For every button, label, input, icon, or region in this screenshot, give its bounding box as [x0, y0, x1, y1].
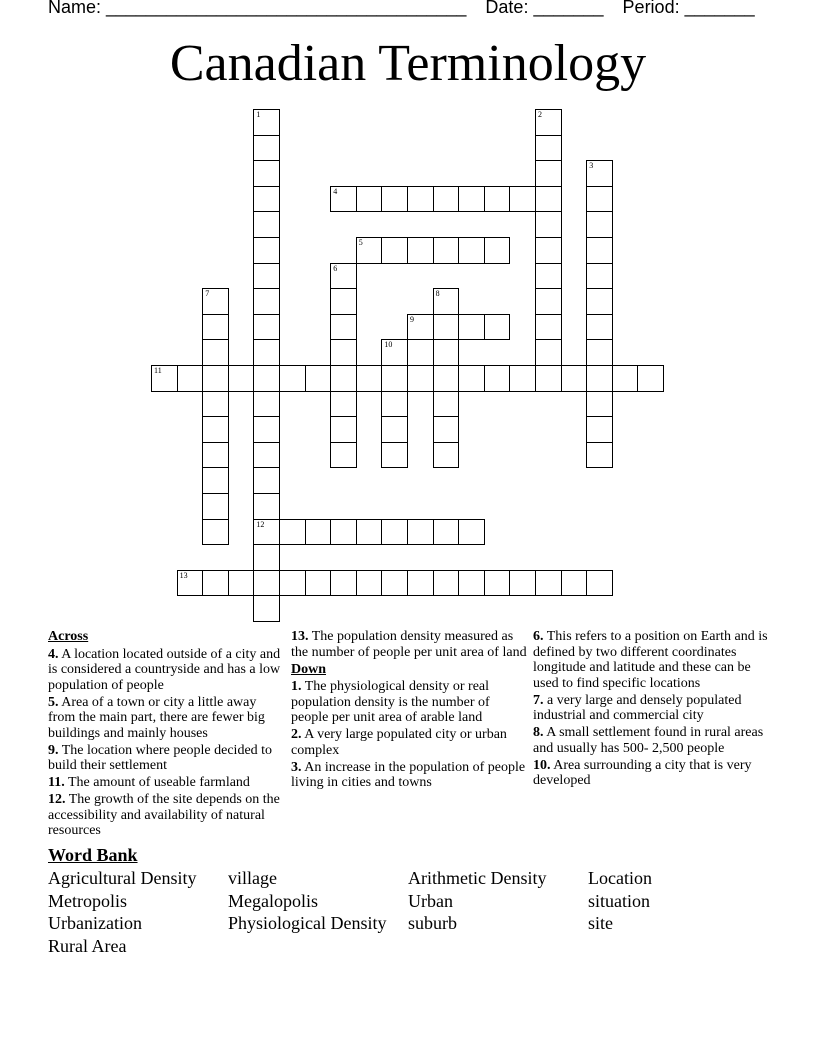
grid-cell[interactable] [356, 570, 383, 597]
word-bank-item: Metropolis [48, 890, 127, 911]
clue-across-9: 9. The location where people decided to build their settlement [48, 742, 273, 773]
grid-cell[interactable] [535, 109, 562, 136]
grid-cell[interactable] [228, 365, 255, 392]
grid-cell[interactable] [458, 237, 485, 264]
grid-cell[interactable] [253, 314, 280, 341]
grid-cell[interactable] [484, 314, 511, 341]
grid-cell[interactable] [279, 365, 306, 392]
word-bank-item: suburb [408, 913, 457, 934]
grid-cell[interactable] [253, 519, 280, 546]
grid-cell[interactable] [535, 339, 562, 366]
clue-down-8: 8. A small settlement found in rural areas and usually has 500- 2,500 people [533, 725, 764, 756]
grid-cell[interactable] [612, 365, 639, 392]
grid-cell[interactable] [253, 339, 280, 366]
grid-cell[interactable] [586, 237, 613, 264]
grid-cell[interactable] [330, 391, 357, 418]
grid-cell[interactable] [356, 237, 383, 264]
grid-cell[interactable] [407, 365, 434, 392]
grid-cell[interactable] [381, 365, 408, 392]
grid-cell[interactable] [509, 570, 536, 597]
grid-cell[interactable] [330, 263, 357, 290]
grid-cell[interactable] [535, 160, 562, 187]
clue-number: 13 [179, 570, 188, 580]
grid-cell[interactable] [484, 570, 511, 597]
grid-cell[interactable] [253, 493, 280, 520]
grid-cell[interactable] [330, 416, 357, 443]
word-bank [48, 867, 768, 957]
grid-cell[interactable] [535, 135, 562, 162]
clue-number: 6 [333, 263, 338, 273]
clue-number: 8 [435, 289, 440, 299]
grid-cell[interactable] [253, 288, 280, 315]
clue-across-5: 5. Area of a town or city a little away from the main part, there are fewer big buildings and mainly houses [48, 694, 265, 741]
clue-down-7: 7. a very large and densely populated industrial and commercial city [533, 692, 742, 723]
grid-cell[interactable] [253, 365, 280, 392]
grid-cell[interactable] [381, 186, 408, 213]
grid-cell[interactable] [535, 570, 562, 597]
grid-cell[interactable] [228, 570, 255, 597]
grid-cell[interactable] [509, 186, 536, 213]
grid-cell[interactable] [381, 570, 408, 597]
clue-down-1: 1. The physiological density or real population density is the number of people per unit area of arable land [291, 679, 490, 725]
word-bank-item: Megalopolis [228, 890, 318, 911]
grid-cell[interactable] [433, 416, 460, 443]
grid-cell[interactable] [356, 186, 383, 213]
grid-cell[interactable] [330, 365, 357, 392]
clues-column-2 [291, 629, 527, 792]
clue-number: 5 [358, 238, 363, 247]
grid-cell[interactable] [586, 186, 613, 213]
grid-cell[interactable] [407, 570, 434, 597]
grid-cell[interactable] [202, 519, 229, 546]
date-field[interactable]: Date: _______ [485, 0, 604, 17]
grid-cell[interactable] [535, 186, 562, 213]
grid-cell[interactable] [202, 365, 229, 392]
grid-cell[interactable] [586, 263, 613, 290]
word-bank-item: site [588, 913, 613, 934]
period-field[interactable]: Period: _______ [622, 0, 755, 17]
grid-cell[interactable] [305, 519, 332, 546]
grid-cell[interactable] [279, 570, 306, 597]
grid-cell[interactable] [509, 365, 536, 392]
grid-cell[interactable] [253, 135, 280, 162]
grid-cell[interactable] [253, 442, 280, 469]
clue-across-11: 11. The amount of useable farmland [48, 775, 250, 790]
grid-cell[interactable] [586, 314, 613, 341]
clue-number: 4 [333, 186, 338, 196]
grid-cell[interactable] [484, 365, 511, 392]
grid-cell[interactable] [535, 263, 562, 290]
grid-cell[interactable] [407, 237, 434, 264]
grid-cell[interactable] [535, 237, 562, 264]
grid-cell[interactable] [433, 365, 460, 392]
grid-cell[interactable] [253, 570, 280, 597]
clue-number: 9 [410, 314, 414, 324]
grid-cell[interactable] [586, 442, 613, 469]
page-title: Canadian Terminology [169, 35, 647, 92]
grid-cell[interactable] [433, 237, 460, 264]
clue-number: 11 [154, 366, 162, 375]
grid-cell[interactable] [433, 570, 460, 597]
grid-cell[interactable] [253, 263, 280, 290]
clue-across-12: 12. The growth of the site depends on the accessibility and availability of natural resources [48, 792, 280, 838]
grid-cell[interactable] [330, 288, 357, 315]
grid-cell[interactable] [458, 570, 485, 597]
grid-cell[interactable] [586, 416, 613, 443]
clue-number: 1 [256, 110, 261, 119]
grid-cell[interactable] [253, 160, 280, 187]
clue-number: 7 [205, 289, 210, 299]
grid-cell[interactable] [253, 467, 280, 494]
grid-cell[interactable] [381, 391, 408, 418]
grid-cell[interactable] [586, 288, 613, 315]
clues-column-3 [533, 629, 769, 790]
word-bank-item: Urban [408, 890, 453, 911]
grid-cell[interactable] [253, 416, 280, 443]
grid-cell[interactable] [407, 519, 434, 546]
word-bank-heading: Word Bank [48, 845, 138, 865]
grid-cell[interactable] [381, 442, 408, 469]
word-bank-item: Agricultural Density [48, 868, 197, 888]
grid-cell[interactable] [586, 391, 613, 418]
name-field[interactable]: Name: ____________________________________ [48, 0, 467, 17]
grid-cell[interactable] [330, 186, 357, 213]
grid-cell[interactable] [305, 365, 332, 392]
grid-cell[interactable] [202, 493, 229, 520]
grid-cell[interactable] [330, 570, 357, 597]
grid-cell[interactable] [177, 570, 204, 597]
grid-cell[interactable] [458, 314, 485, 341]
clue-number: 10 [384, 340, 393, 350]
grid-cell[interactable] [561, 570, 588, 597]
grid-cell[interactable] [586, 160, 613, 187]
grid-cell[interactable] [535, 211, 562, 238]
grid-cell[interactable] [458, 519, 485, 546]
grid-cell[interactable] [381, 339, 408, 366]
word-bank-item: Urbanization [48, 913, 142, 934]
grid-cell[interactable] [381, 237, 408, 264]
clue-across-4: 4. A location located outside of a city and is considered a countryside and has a low population of people [48, 646, 281, 693]
grid-cell[interactable] [202, 339, 229, 366]
grid-cell[interactable] [202, 570, 229, 597]
grid-cell[interactable] [535, 365, 562, 392]
word-bank-item: Location [588, 868, 652, 888]
grid-cell[interactable] [202, 314, 229, 341]
grid-cell[interactable] [586, 365, 613, 392]
grid-cell[interactable] [637, 365, 664, 392]
grid-cell[interactable] [202, 391, 229, 418]
clue-down-10: 10. Area surrounding a city that is very developed [533, 757, 752, 788]
grid-cell[interactable] [177, 365, 204, 392]
grid-cell[interactable] [279, 519, 306, 546]
word-bank-item: village [228, 868, 277, 888]
grid-cell[interactable] [433, 391, 460, 418]
grid-cell[interactable] [433, 288, 460, 315]
grid-cell[interactable] [202, 467, 229, 494]
grid-cell[interactable] [407, 314, 434, 341]
grid-cell[interactable] [202, 416, 229, 443]
grid-cell[interactable] [330, 314, 357, 341]
grid-cell[interactable] [433, 186, 460, 213]
clue-number: 2 [538, 110, 542, 119]
grid-cell[interactable] [330, 519, 357, 546]
clue-down-2: 2. A very large populated city or urban complex [291, 727, 507, 758]
grid-cell[interactable] [151, 365, 178, 392]
grid-cell[interactable] [433, 519, 460, 546]
down-heading: Down [291, 661, 327, 677]
clue-down-6: 6. This refers to a position on Earth and is defined by two different coordinates longitude and latitude and these can be used to find specific locations [533, 629, 768, 691]
grid-cell[interactable] [305, 570, 332, 597]
grid-cell[interactable] [586, 211, 613, 238]
grid-cell[interactable] [253, 237, 280, 264]
grid-cell[interactable] [253, 186, 280, 213]
grid-cell[interactable] [586, 570, 613, 597]
grid-cell[interactable] [356, 519, 383, 546]
grid-cell[interactable] [381, 519, 408, 546]
clue-number: 12 [256, 519, 265, 529]
grid-cell[interactable] [407, 186, 434, 213]
grid-cell[interactable] [381, 416, 408, 443]
across-heading: Across [48, 629, 89, 644]
grid-cell[interactable] [253, 391, 280, 418]
clue-down-3: 3. An increase in the population of people living in cities and towns [291, 759, 526, 790]
grid-cell[interactable] [253, 544, 280, 571]
clues-column-1 [48, 629, 286, 840]
grid-cell[interactable] [484, 186, 511, 213]
word-bank-item: situation [588, 890, 650, 911]
grid-cell[interactable] [202, 442, 229, 469]
grid-cell[interactable] [433, 442, 460, 469]
grid-cell[interactable] [561, 365, 588, 392]
word-bank-item: Arithmetic Density [408, 868, 547, 888]
grid-cell[interactable] [586, 339, 613, 366]
grid-cell[interactable] [458, 186, 485, 213]
grid-cell[interactable] [330, 442, 357, 469]
grid-cell[interactable] [356, 365, 383, 392]
grid-cell[interactable] [202, 288, 229, 315]
grid-cell[interactable] [253, 211, 280, 238]
grid-cell[interactable] [253, 595, 280, 622]
grid-cell[interactable] [433, 339, 460, 366]
word-bank-item: Physiological Density [228, 913, 387, 934]
grid-cell[interactable] [535, 314, 562, 341]
clue-across-13: 13. The population density measured as the number of people per unit area of land [291, 629, 527, 660]
grid-cell[interactable] [458, 365, 485, 392]
word-bank-item: Rural Area [48, 935, 127, 956]
grid-cell[interactable] [535, 288, 562, 315]
clue-number: 3 [589, 161, 594, 171]
grid-cell[interactable] [433, 314, 460, 341]
grid-cell[interactable] [330, 339, 357, 366]
grid-cell[interactable] [484, 237, 511, 264]
grid-cell[interactable] [253, 109, 280, 136]
